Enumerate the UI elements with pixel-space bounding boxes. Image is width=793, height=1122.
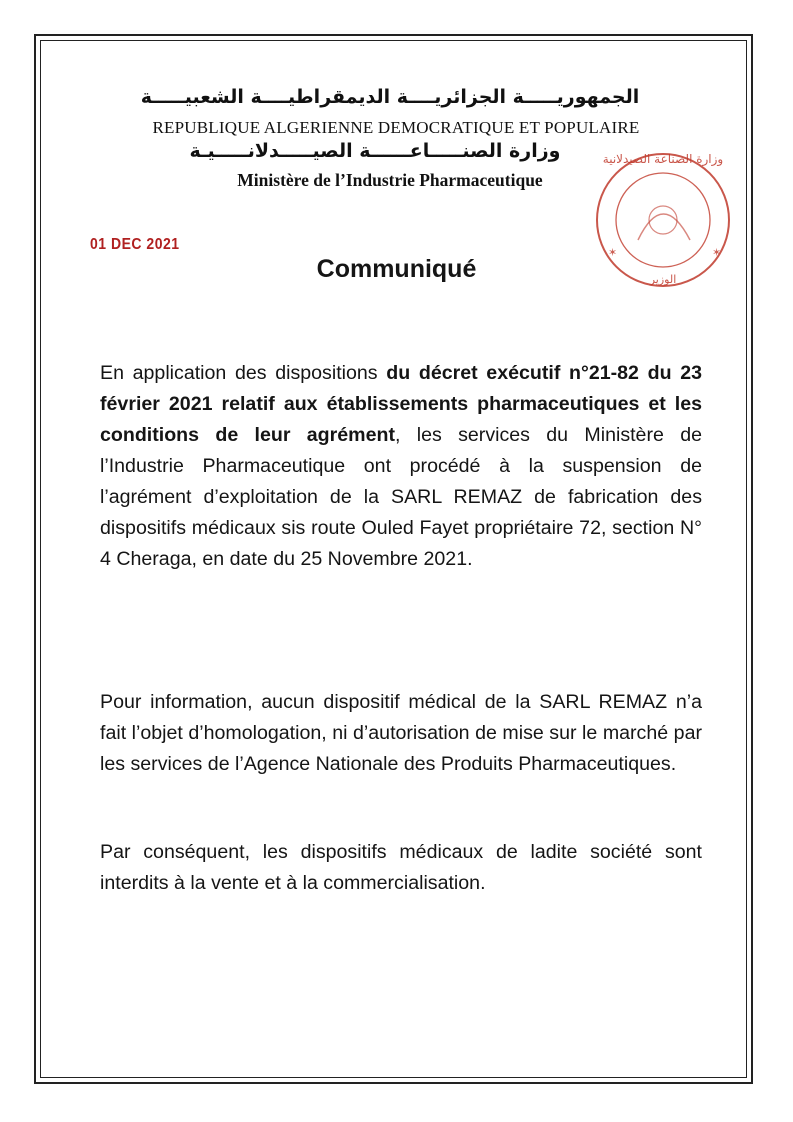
page-title: Communiqué (316, 255, 477, 283)
date-stamp: 01 DEC 2021 (90, 233, 180, 253)
paragraph-decree-body: , les services du Ministère de l’Industrie Pharmaceutique ont procédé à la suspension de l’agrément d’exploitation de la SARL REMAZ de fabrication des dispositifs médicaux sis route Ouled Fayet propriétaire 72, section N° 4 Cheraga, en date du 25 Novembre 2021. (100, 424, 702, 570)
paragraph-decree-bold: du décret exécutif n°21-82 du 23 février 2021 relatif aux établissements pharmaceutiques et les conditions de leur agrément (100, 362, 702, 446)
french-ministry-header: Ministère de l’Industrie Pharmaceutique (237, 170, 543, 190)
seal-star-right-icon: ✶ (712, 247, 722, 259)
paragraph-decree (100, 358, 702, 575)
paragraph-information: Pour information, aucun dispositif médical de la SARL REMAZ n’a fait l’objet d’homologation, ni d’autorisation de mise sur le marché par les services de l’Agence Nationale des Produits Pharmaceutiques. (100, 691, 702, 775)
seal-bottom-text: الوزير (649, 273, 677, 286)
french-republic-header: REPUBLIQUE ALGERIENNE DEMOCRATIQUE ET POPULAIRE (152, 118, 640, 137)
paragraph-consequence: Par conséquent, les dispositifs médicaux de ladite société sont interdits à la vente et à la commercialisation. (100, 841, 702, 894)
arabic-ministry-header: وزارة الصنـــــاعــــــة الصيـــــدلانـــــيـة (189, 140, 561, 162)
arabic-republic-header: الجمهوريـــــة الجزائريــــة الديمقراطيــــة الشعبيـــــة (140, 86, 640, 108)
seal-star-left-icon: ✶ (608, 247, 618, 259)
seal-ring-text: وزارة الصناعة الصيدلانية (602, 152, 724, 166)
paragraph-decree-intro: En application des dispositions (100, 362, 387, 384)
